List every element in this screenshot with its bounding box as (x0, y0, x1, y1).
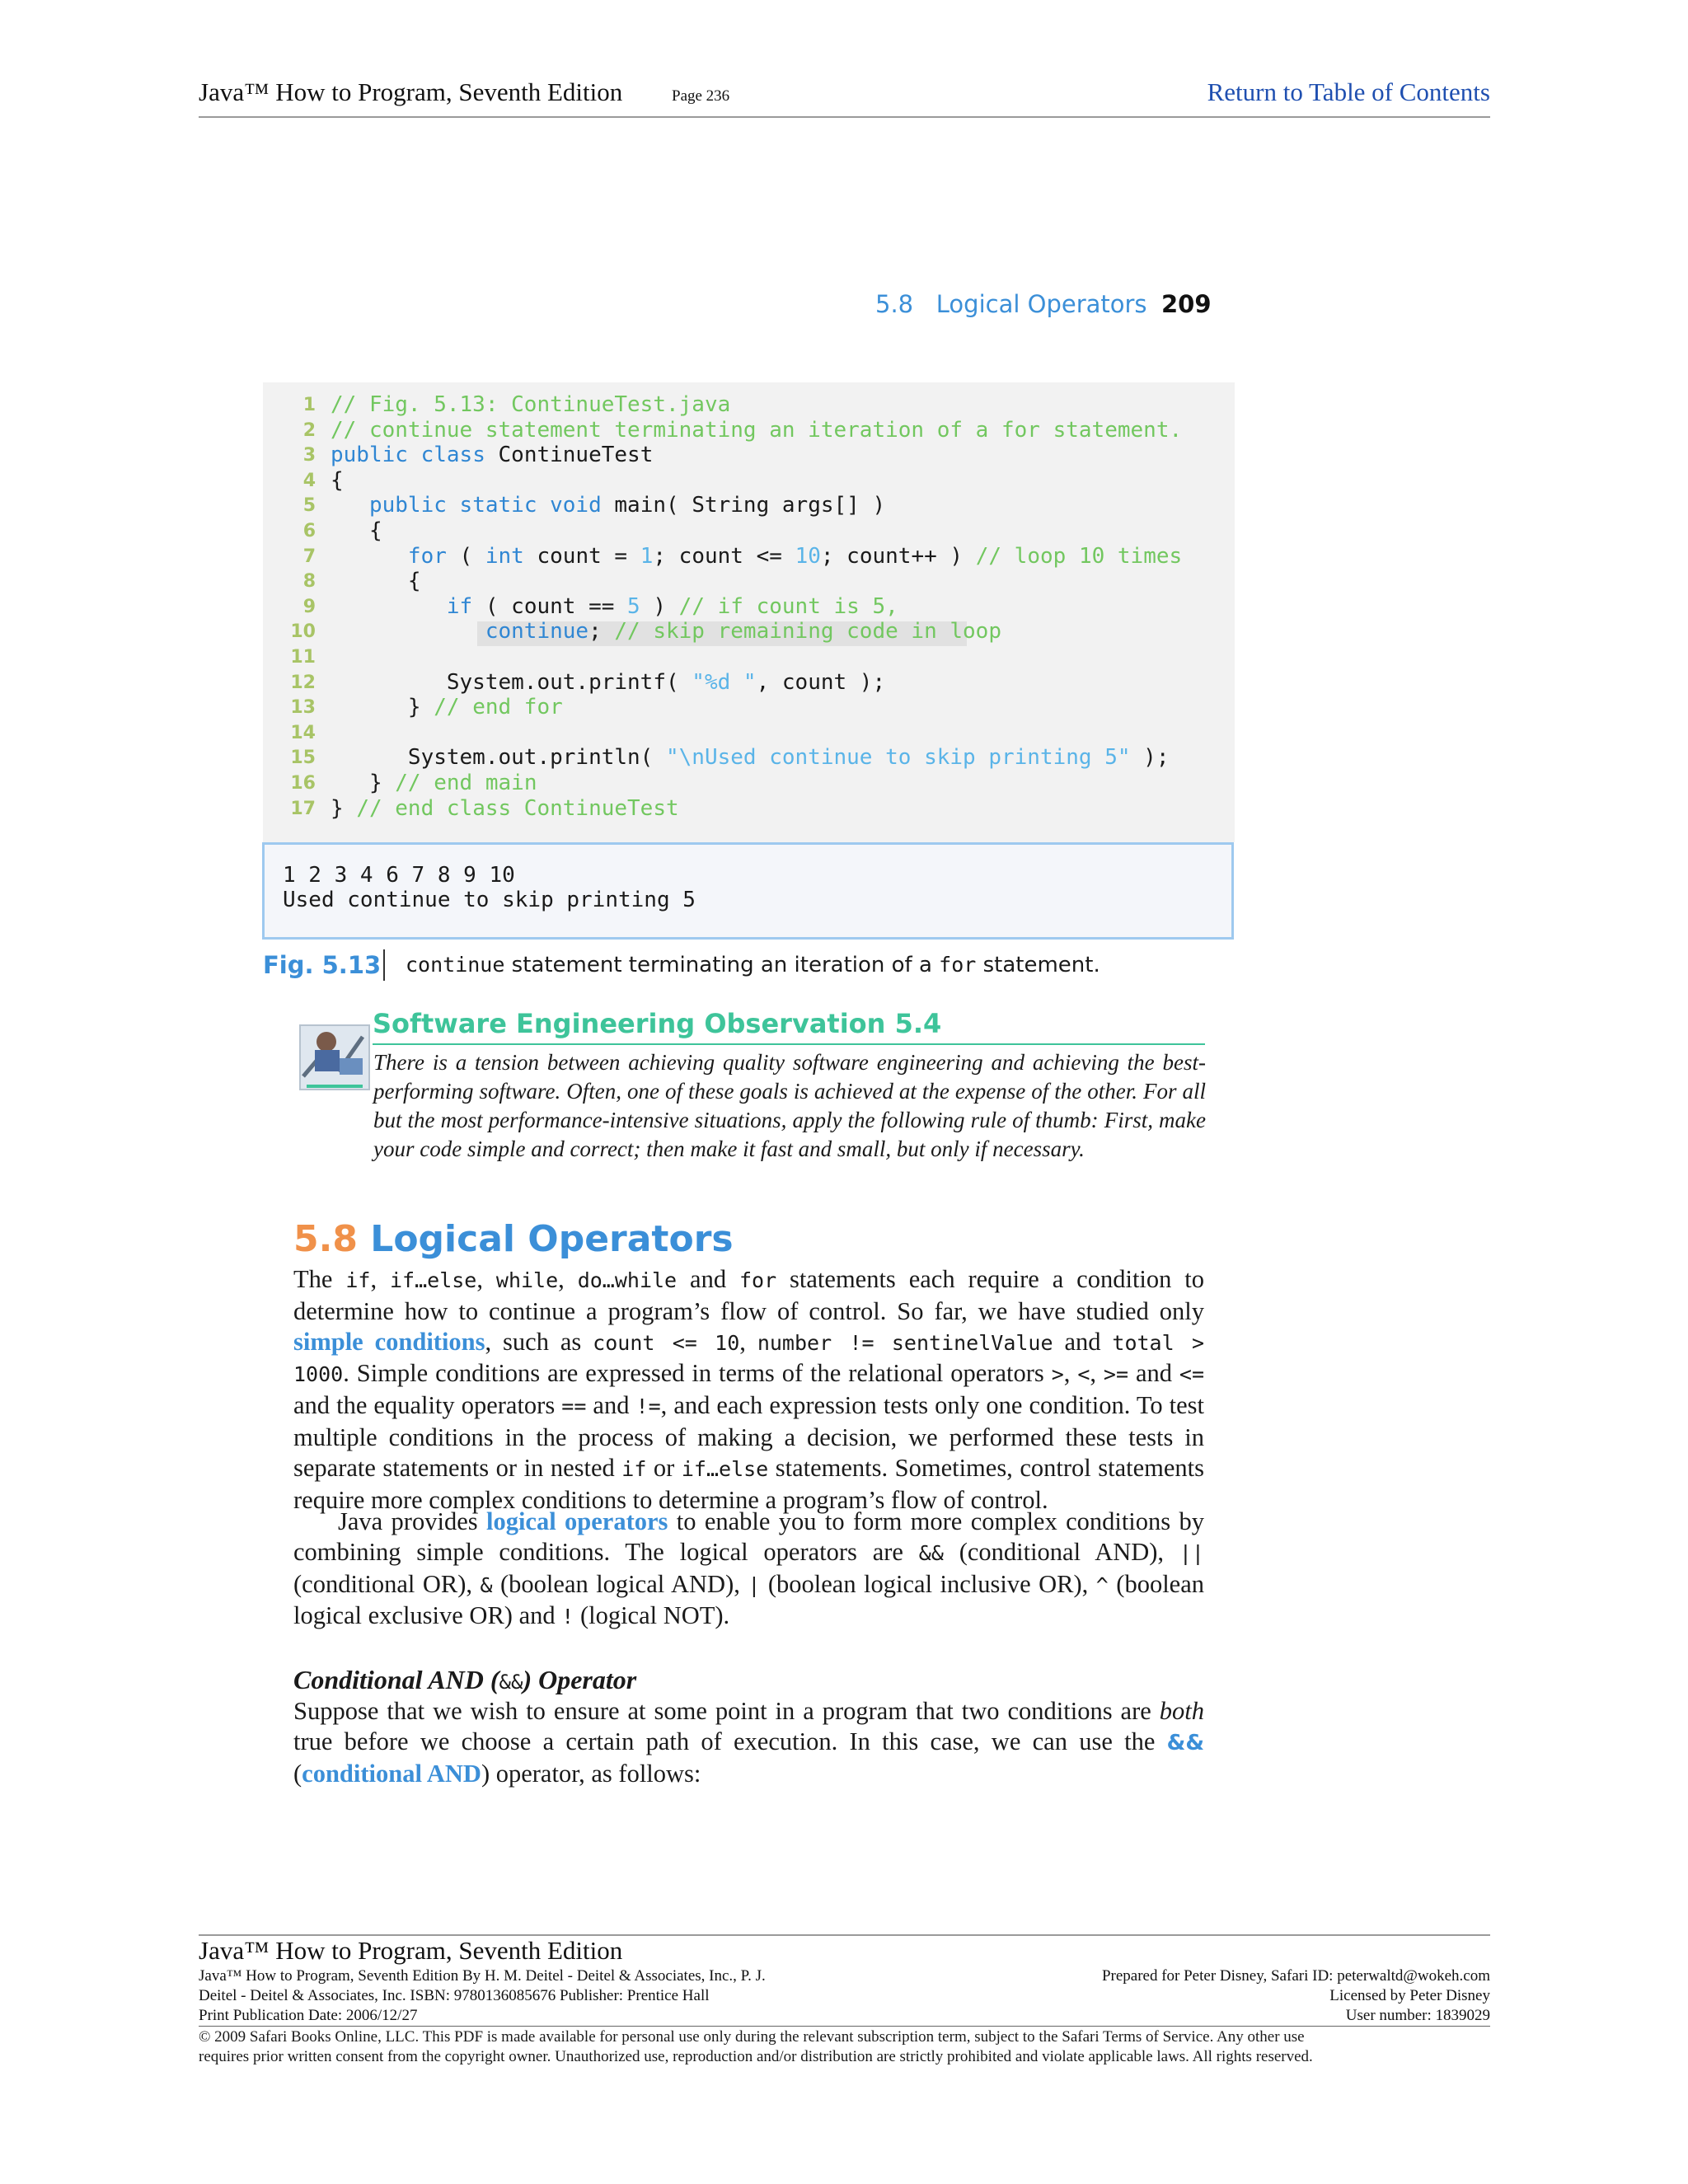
inline-code: && (918, 1540, 944, 1565)
inline-code: == (561, 1394, 587, 1419)
inline-code: for (738, 1268, 777, 1292)
inline-code: >= (1103, 1362, 1129, 1387)
text: and (586, 1391, 636, 1420)
text: Suppose that we wish to ensure at some point in a program that two conditions are (293, 1697, 1160, 1725)
line-number: 3 (302, 445, 316, 466)
inline-code: total > 1000 (293, 1330, 1205, 1387)
inline-code: if…else (681, 1456, 769, 1481)
body-paragraph-1 (293, 1264, 1204, 1515)
emphasis: both (1159, 1697, 1204, 1725)
code-line (263, 796, 1235, 822)
section-heading (293, 1218, 734, 1260)
text: (boolean logical AND), (492, 1569, 748, 1598)
inline-code: || (1179, 1540, 1204, 1565)
footer-divider-2 (199, 2026, 1490, 2027)
output-line-2: Used continue to skip printing 5 (283, 888, 696, 912)
text: (boolean logical exclusive OR) and (293, 1569, 1204, 1630)
text: statements. Sometimes, control statements require more complex conditions to determine a program’s flow of control. (293, 1453, 1204, 1514)
code-text: for ( int count = 1; count <= 10; count++ ) // loop 10 times (407, 543, 1183, 569)
key-term: && (1166, 1730, 1204, 1755)
inline-code: do…while (577, 1268, 678, 1292)
caption-text: statement. (976, 953, 1100, 977)
figure-caption (406, 953, 1100, 977)
code-line (263, 619, 1235, 644)
book-title: Java™ How to Program, Seventh Edition (199, 77, 623, 106)
toc-link[interactable]: Return to Table of Contents (1207, 77, 1490, 106)
text: , (476, 1265, 496, 1293)
code-line (263, 392, 1235, 418)
inline-code: & (480, 1572, 493, 1597)
line-number: 2 (302, 419, 316, 441)
code-line (263, 493, 1235, 518)
code-text: } // end class ContinueTest (331, 795, 679, 821)
footer-prepared-for: Prepared for Peter Disney, Safari ID: peterwaltd@wokeh.com (1101, 1967, 1490, 1985)
line-number: 4 (302, 470, 316, 491)
code-line (263, 644, 1235, 670)
line-number: 9 (302, 596, 316, 617)
line-number: 16 (290, 773, 316, 794)
inline-code: number != sentinelValue (757, 1330, 1053, 1355)
text: (conditional OR), (293, 1569, 481, 1598)
software-engineering-icon (297, 1022, 373, 1093)
text: , (739, 1327, 757, 1356)
inline-code: | (748, 1572, 761, 1597)
text: (conditional AND), (943, 1537, 1179, 1566)
key-term: conditional AND (302, 1759, 481, 1788)
text: (boolean logical inclusive OR), (760, 1569, 1096, 1598)
caption-code: for (939, 953, 977, 977)
section-title: Logical Operators (370, 1218, 734, 1260)
inline-code: if…else (389, 1268, 477, 1292)
footer-copyright-line-2: requires prior written consent from the copyright owner. Unauthorized use, reproduction and/or distribution are strictly prohibited and violate applicable laws. All rights reserved. (199, 2048, 1313, 2065)
page-label: Page 236 (672, 87, 730, 105)
text: or (646, 1453, 682, 1482)
inline-code: if (621, 1456, 647, 1481)
line-number: 15 (290, 748, 316, 769)
text: and (1053, 1327, 1113, 1356)
figure-label: Fig. 5.13 (263, 951, 382, 979)
inline-code: while (495, 1268, 559, 1292)
code-text: // Fig. 5.13: ContinueTest.java (331, 392, 731, 417)
line-number: 11 (290, 647, 316, 668)
observation-title: Software Engineering Observation 5.4 (373, 1008, 942, 1039)
footer-copyright-line-1: © 2009 Safari Books Online, LLC. This PDF is made available for personal use only during the relevant subscription term, subject to the Safari Terms of Service. Any other use (199, 2028, 1305, 2046)
text: , (370, 1265, 390, 1293)
inline-code: <= (1179, 1362, 1205, 1387)
footer-book-info: Java™ How to Program, Seventh Edition By H. M. Deitel - Deitel & Associates, Inc., P. J. (199, 1967, 766, 1985)
code-line (263, 418, 1235, 443)
footer-licensed-by: Licensed by Peter Disney (1329, 1987, 1490, 2004)
body-paragraph-3 (293, 1696, 1204, 1788)
code-line (263, 544, 1235, 569)
text: , (1063, 1359, 1078, 1388)
text: to enable you to form more complex conditions by combining simple conditions. The logical operators are (293, 1507, 1205, 1566)
footer-publisher-info: Deitel - Deitel & Associates, Inc. ISBN: 9780136085676 Publisher: Prentice Hall (199, 1987, 710, 2004)
code-text: // continue statement terminating an iteration of a for statement. (331, 417, 1183, 443)
text: statements each require a condition to determine how to continue a program’s flow of control. So far, we have studied only (293, 1265, 1205, 1325)
text: ) operator, as follows: (481, 1759, 701, 1788)
line-number: 8 (302, 571, 316, 593)
subsection-heading (293, 1665, 636, 1695)
code-text: { (331, 467, 344, 493)
code-line (263, 518, 1235, 544)
text: Conditional AND ( (293, 1665, 499, 1694)
section-number: 5.8 (293, 1218, 358, 1260)
line-number: 10 (290, 621, 316, 643)
code-text: { (331, 518, 382, 543)
code-text: } // end for (331, 695, 563, 720)
running-head-page-number: 209 (1161, 290, 1212, 318)
inline-code: ! (561, 1605, 574, 1629)
line-number: 6 (302, 521, 316, 541)
line-number: 14 (290, 722, 316, 743)
caption-code: continue (406, 953, 505, 977)
caption-divider (383, 949, 385, 981)
footer-publication-date: Print Publication Date: 2006/12/27 (199, 2007, 418, 2024)
code-text: public class ContinueTest (331, 443, 654, 468)
key-term: logical operators (485, 1507, 668, 1535)
line-number: 5 (302, 495, 316, 517)
code-text: { (331, 569, 421, 594)
line-number: 7 (302, 546, 316, 567)
inline-code: != (635, 1394, 661, 1419)
key-term: simple conditions (293, 1327, 485, 1356)
code-line (263, 468, 1235, 494)
code-line (263, 771, 1235, 796)
running-head-section: 5.8 Logical Operators (875, 290, 1147, 318)
code-line (263, 695, 1235, 720)
code-text: } // end main (331, 771, 537, 795)
text: true before we choose a certain path of execution. In this case, we can use the (293, 1727, 1167, 1755)
text: , such as (485, 1327, 593, 1356)
code-line (263, 720, 1235, 746)
inline-code: < (1077, 1362, 1090, 1387)
inline-code: > (1051, 1362, 1064, 1387)
text: . Simple conditions are expressed in terms of the relational operators (343, 1359, 1052, 1388)
text: Java provides (338, 1507, 486, 1535)
caption-text: statement terminating an iteration of a (504, 953, 940, 977)
footer-title: Java™ How to Program, Seventh Edition (199, 1936, 623, 1965)
footer-user-number: User number: 1839029 (1345, 2007, 1490, 2024)
text: (logical NOT). (574, 1601, 730, 1630)
text: and (677, 1265, 739, 1293)
code-line (263, 569, 1235, 594)
output-line-1: 1 2 3 4 6 7 8 9 10 (283, 863, 515, 888)
code-line (263, 670, 1235, 696)
text: , and each expression tests only one condition. To test multiple conditions in the process of making a decision, we performed these tests in separate statements or in nested (293, 1391, 1204, 1482)
text: , (1090, 1359, 1104, 1388)
line-number: 13 (290, 697, 316, 719)
line-number: 17 (290, 798, 316, 819)
code-text: System.out.println( "\nUsed continue to skip printing 5" ); (331, 745, 1170, 771)
text: ( (293, 1759, 302, 1788)
code-text: continue; // skip remaining code in loop (485, 619, 1001, 644)
code-lines (263, 392, 1235, 837)
header-divider (199, 116, 1490, 118)
inline-code: if (345, 1268, 371, 1292)
code-line (263, 745, 1235, 771)
code-line (263, 443, 1235, 468)
code-text: public static void main( String args[] ) (368, 493, 886, 518)
code-text: System.out.printf( "%d ", count ); (331, 669, 886, 695)
text: ) Operator (523, 1665, 637, 1694)
text: and (1128, 1359, 1179, 1388)
code-line (263, 594, 1235, 620)
observation-divider (373, 1043, 1205, 1045)
line-number: 1 (302, 395, 316, 415)
text: , (558, 1265, 578, 1293)
body-paragraph-2 (293, 1507, 1204, 1633)
text: The (293, 1265, 346, 1293)
inline-code: && (499, 1671, 523, 1694)
code-text: if ( count == 5 ) // if count is 5, (446, 593, 898, 619)
inline-code: ^ (1095, 1572, 1109, 1597)
observation-body: There is a tension between achieving quality software engineering and achieving the best-performing software. Often, one of these goals is achieved at the expense of the other. For all but the most performance-intensive situations, apply the following rule of thumb: First, make your code simple and correct; then make it fast and small, but only if necessary. (373, 1050, 1206, 1161)
text: and the equality operators (293, 1391, 562, 1420)
inline-code: count <= 10 (593, 1330, 740, 1355)
line-number: 12 (290, 672, 316, 693)
